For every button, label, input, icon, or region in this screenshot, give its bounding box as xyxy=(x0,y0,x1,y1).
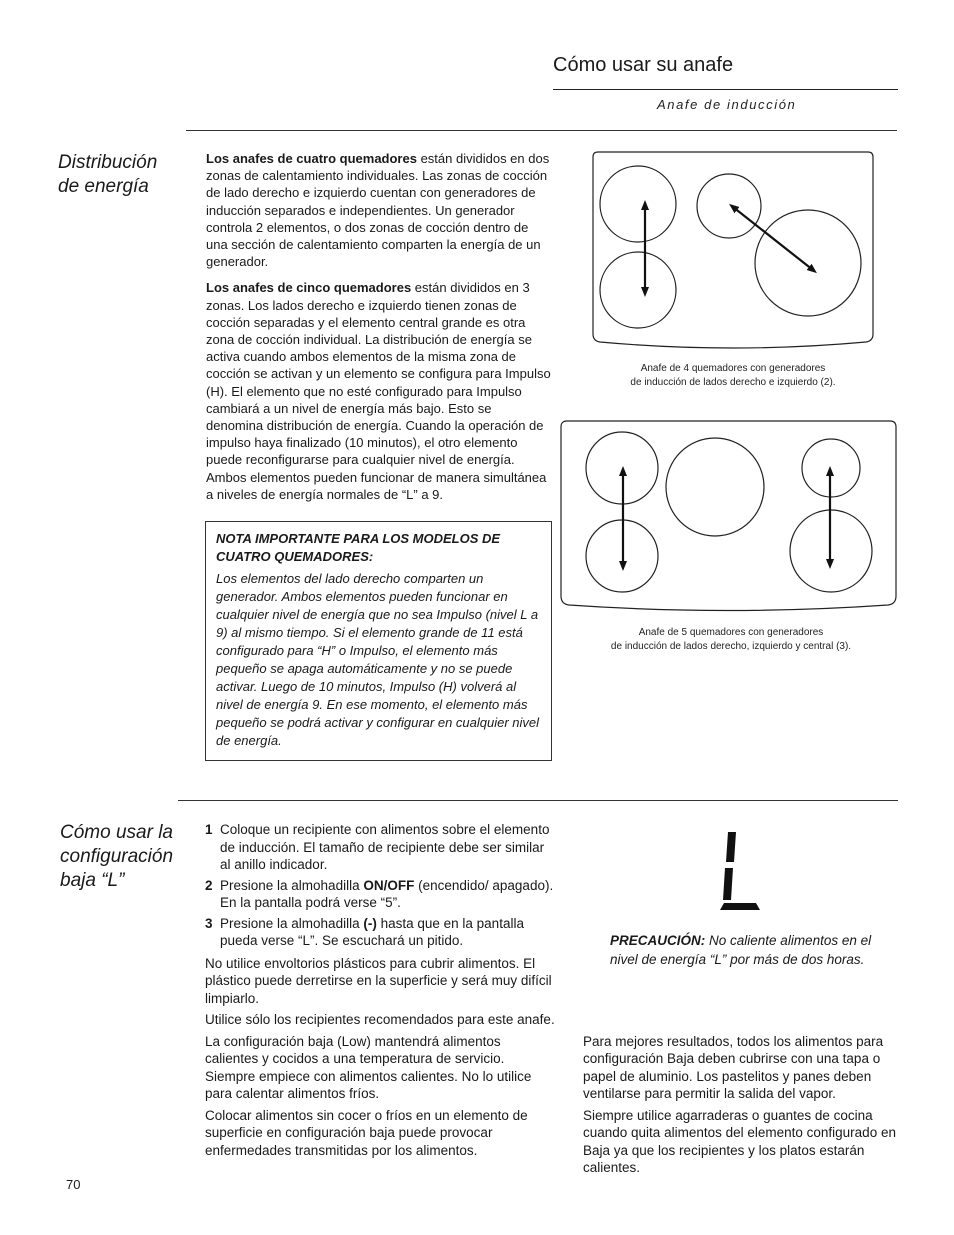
figure1-caption xyxy=(592,362,874,390)
minus-pad-label: (-) xyxy=(363,915,377,931)
section2-top-divider xyxy=(178,800,898,801)
step-2 xyxy=(205,877,557,912)
header-divider xyxy=(553,89,898,90)
step-text-before: Presione la almohadilla xyxy=(220,915,364,931)
right-column-tips xyxy=(583,1033,903,1181)
page-number: 70 xyxy=(66,1177,81,1192)
l-display-icon xyxy=(714,830,762,912)
caution-label: PRECAUCIÓN: xyxy=(610,933,706,948)
step-3 xyxy=(205,915,557,950)
burner-left-rear xyxy=(600,166,676,242)
section1-heading-line1: Distribución xyxy=(58,152,158,173)
five-burner-cooktop-diagram xyxy=(560,420,898,610)
figure2-caption xyxy=(560,626,902,654)
note-body: Los elementos del lado derecho comparten un generador. Ambos elementos pueden funcionar en cualquier nivel de energía que no sea Impulso (nivel L a 9) al mismo tiempo. Si el elemento grande de 11 está configurado para “H” o Impulso, el elemento más pequeño se apaga automáticamente y no se puede activar. Luego de 10 minutos, Impulso (H) volverá al nivel de energía 9. En ese momento, el elemento más pequeño se podrá activar y configurar en cualquier nivel de energía. xyxy=(216,571,540,748)
burner-right-rear xyxy=(697,174,761,238)
section1-heading-line2: de energía xyxy=(58,176,149,197)
tip-paragraph: Siempre utilice agarraderas o guantes de cocina cuando quita alimentos del elemento configurado en Baja ya que los recipientes y los platos estarán calientes. xyxy=(583,1108,896,1176)
step-number: 1 xyxy=(205,822,213,837)
figure2-caption-line1: Anafe de 5 quemadores con generadores xyxy=(638,627,824,638)
section1-top-divider xyxy=(186,130,897,131)
note-title: NOTA IMPORTANTE PARA LOS MODELOS DE CUATRO QUEMADORES: xyxy=(216,531,501,564)
step-text-after: (encendido/ apagado). En la pantalla podrá verse “5”. xyxy=(220,877,554,910)
para2-bold: Los anafes de cinco quemadores xyxy=(206,280,412,296)
low-setting-instructions xyxy=(205,821,557,1163)
on-off-pad-label: ON/OFF xyxy=(363,877,415,893)
step-text: Coloque un recipiente con alimentos sobre el elemento de inducción. El tamaño de recipiente debe ser similar al anillo indicador. xyxy=(220,822,550,872)
step-1 xyxy=(205,821,557,874)
right-shared-generator-arrow xyxy=(733,207,813,270)
section2-heading-line3: baja “L” xyxy=(60,870,125,891)
para1-bold: Los anafes de cuatro quemadores xyxy=(206,151,417,166)
section1-body xyxy=(206,150,551,512)
paragraph: Colocar alimentos sin cocer o fríos en un elemento de superficie en configuración baja puede provocar enfermedades transmitidas por los alimentos. xyxy=(205,1107,528,1158)
step-text xyxy=(220,877,557,912)
page-title: Cómo usar su anafe xyxy=(553,54,734,76)
burner-center-large xyxy=(666,438,764,536)
burner-right-front-large xyxy=(755,210,861,316)
step-text-after: hasta que en la pantalla pueda verse “L”. Se escuchará un pitido. xyxy=(220,915,524,948)
page-subtitle: Anafe de inducción xyxy=(657,97,797,112)
para2-text: están divididos en 3 zonas. Los lados derecho e izquierdo tienen zonas de cocción separadas y el elemento central grande es otra zona de cocción individual. La distribución de energía se activa cuando ambos elementos de la misma zona de cocción se activan y un elemento se configura para Impulso (H). El elemento que no esté configurado para Impulso cambiará a un nivel de energía más bajo. Esto se denomina distribución de energía. Cuando la operación de impulso haya finalizado (10 minutos), el otro elemento puede reconfigurarse para cualquier nivel de energía. Ambos elementos pueden funcionar de manera simultánea a niveles de energía normales de “L” a 9. xyxy=(206,280,551,502)
step-text xyxy=(220,915,557,950)
caution-text: No caliente alimentos en el nivel de energía “L” por más de dos horas. xyxy=(610,933,872,967)
section2-heading-line2: configuración xyxy=(60,846,174,867)
cooktop-outline-5 xyxy=(561,421,896,611)
section1-paragraph-2 xyxy=(206,279,551,503)
section2-heading xyxy=(60,821,173,893)
step-number: 2 xyxy=(205,877,213,893)
section1-heading xyxy=(58,151,157,199)
figure1-caption-line2: de inducción de lados derecho e izquierdo (2). xyxy=(630,377,836,388)
section2-heading-line1: Cómo usar la xyxy=(60,822,173,843)
four-burner-cooktop-diagram xyxy=(592,151,874,347)
paragraph: La configuración baja (Low) mantendrá alimentos calientes y cocidos a una temperatura de servicio. Siempre empiece con alimentos calientes. No lo utilice para calentar alimentos fríos. xyxy=(205,1033,532,1101)
cooktop-outline xyxy=(593,152,873,348)
important-note-box xyxy=(205,521,552,761)
paragraph: Utilice sólo los recipientes recomendados para este anafe. xyxy=(205,1012,555,1027)
para1-text: están divididos en dos zonas de calentamiento individuales. Las zonas de cocción de lado derecho e izquierdo cuentan con generadores de inducción separados e independientes. Un generador controla 2 elementos, o dos zonas de cocción dentro de una sección de calentamiento comparten la energía de un generador. xyxy=(206,151,550,270)
figure2-caption-line2: de inducción de lados derecho, izquierdo y central (3). xyxy=(610,641,852,652)
section1-paragraph-1 xyxy=(206,150,551,270)
tip-paragraph: Para mejores resultados, todos los alimentos para configuración Baja deben cubrirse con una tapa o papel de aluminio. Los pastelitos y panes deben ventilarse para permitir la salida del vapor. xyxy=(583,1034,884,1101)
caution-note xyxy=(610,931,880,969)
step-text-before: Presione la almohadilla xyxy=(220,877,364,893)
paragraph: No utilice envoltorios plásticos para cubrir alimentos. El plástico puede derretirse en la superficie y será muy difícil limpiarlo. xyxy=(205,955,552,1006)
step-number: 3 xyxy=(205,915,213,931)
figure1-caption-line1: Anafe de 4 quemadores con generadores xyxy=(640,363,826,374)
burner-left-front xyxy=(600,252,676,328)
